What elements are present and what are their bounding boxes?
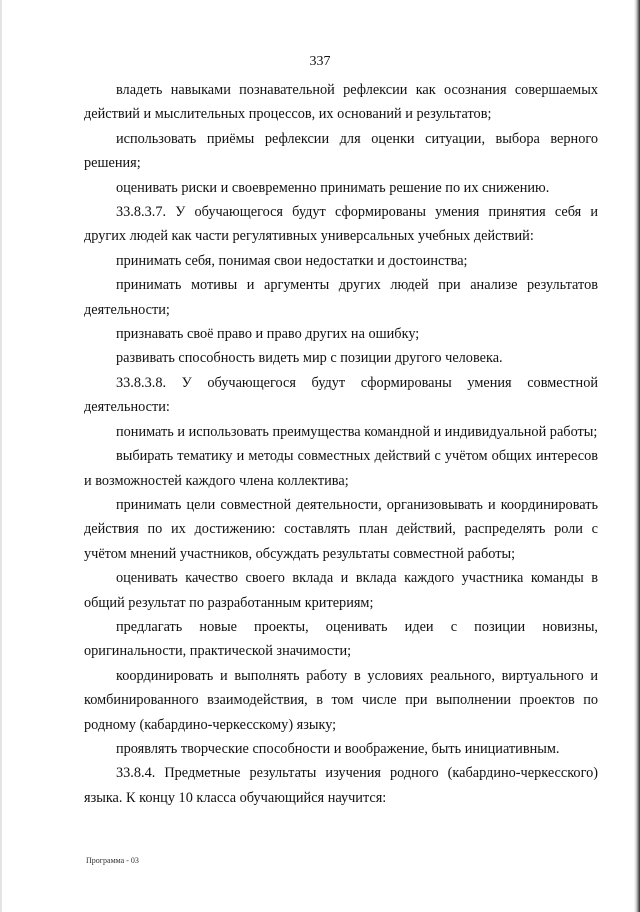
paragraph-risk-assessment: оценивать риски и своевременно принимать решение по их снижению. (116, 179, 550, 196)
paragraph-joint-goals: принимать цели совместной деятельности, организовывать и координировать действия по их достижению: составлять план действий, распределять роли с учётом мнений участников, обсуждать результаты совместной работы; (84, 496, 598, 562)
paragraph-team-work: понимать и использовать преимущества командной и индивидуальной работы; (116, 423, 598, 440)
paragraph-choose-topics: выбирать тематику и методы совместных действий с учётом общих интересов и возможностей каждого члена коллектива; (84, 448, 598, 489)
paragraph-propose-projects: предлагать новые проекты, оценивать идеи с позиции новизны, оригинальности, практической значимости; (84, 618, 598, 660)
paragraph-evaluate-contribution: оценивать качество своего вклада и вклада каждого участника команды в общий результат по разработанным критериям; (84, 570, 598, 611)
page-footer: Программа - 03 (86, 856, 139, 865)
paragraph-reflection-skills: владеть навыками познавательной рефлексии как осознания совершаемых действий и мыслительных процессов, их оснований и результатов; (84, 82, 598, 123)
paragraph-creativity: проявлять творческие способности и воображение, быть инициативным. (116, 740, 560, 757)
scan-edge-left (0, 0, 2, 912)
page-number: 337 (309, 54, 331, 69)
paragraph-section-33-8-3-7: 33.8.3.7. У обучающегося будут сформированы умения принятия себя и других людей как части регулятивных универсальных учебных действий: (84, 204, 598, 245)
document-body (84, 78, 598, 810)
scan-edge-right (634, 0, 640, 912)
paragraph-reflection-techniques: использовать приёмы рефлексии для оценки ситуации, выбора верного решения; (84, 130, 598, 172)
paragraph-section-33-8-4: 33.8.4. Предметные результаты изучения родного (кабардино-черкесского) языка. К концу 10 класса обучающийся научится: (84, 765, 598, 806)
paragraph-coordinate-work: координировать и выполнять работу в условиях реального, виртуального и комбинированного взаимодействия, в том числе при выполнении проектов по родному (кабардино-черкесскому) языку; (84, 667, 598, 733)
paragraph-section-33-8-3-8: 33.8.3.8. У обучающегося будут сформированы умения совместной деятельности: (84, 374, 598, 416)
paragraph-accept-self: принимать себя, понимая свои недостатки и достоинства; (116, 252, 468, 269)
paragraph-other-perspective: развивать способность видеть мир с позиции другого человека. (116, 350, 503, 367)
paragraph-right-to-error: признавать своё право и право других на ошибку; (116, 326, 420, 343)
paragraph-accept-motives: принимать мотивы и аргументы других людей при анализе результатов деятельности; (84, 277, 598, 318)
